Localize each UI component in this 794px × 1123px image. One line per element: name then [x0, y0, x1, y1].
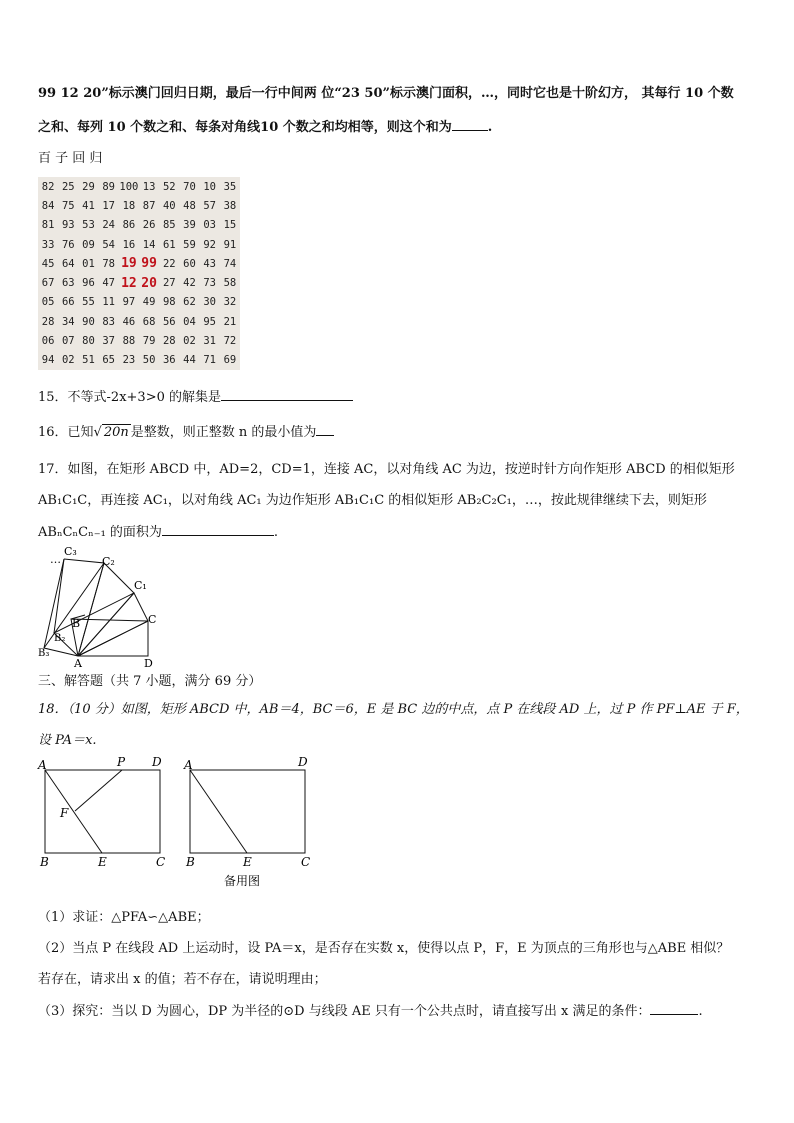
- magic-square-cell: 71: [203, 354, 217, 367]
- magic-square-cell: 96: [82, 277, 95, 290]
- magic-square-cell: 15: [223, 219, 237, 232]
- q18-fig1-label-b: B: [40, 855, 49, 869]
- magic-square-cell: 92: [203, 238, 217, 251]
- magic-square-cell: 68: [142, 315, 156, 328]
- magic-square-cell: 91: [223, 238, 237, 251]
- magic-square-cell: 81: [41, 219, 55, 232]
- magic-square-cell: 10: [203, 180, 217, 193]
- q16-post: 是整数，则正整数 n 的最小值为: [130, 425, 317, 440]
- magic-square-cell: 46: [122, 315, 136, 328]
- magic-square-cell: 70: [183, 180, 196, 193]
- q17-text-line1: 17．如图，在矩形 ABCD 中，AD=2，CD=1，连接 AC，以对角线 AC 为边，按逆时针方向作矩形 ABCD 的相似矩形: [38, 462, 735, 477]
- q18-text-line2: 设 PA＝x.: [38, 733, 97, 748]
- magic-square-cell: 82: [41, 180, 55, 193]
- magic-square-cell: 03: [203, 219, 217, 232]
- magic-square-cell: 06: [41, 335, 55, 348]
- q18-part3-answer-blank: [650, 1002, 698, 1015]
- magic-square-cell: 43: [203, 257, 217, 270]
- magic-square-cell: 44: [183, 354, 196, 367]
- magic-square-cell: 29: [82, 180, 95, 193]
- magic-square-cell: 100: [119, 180, 139, 193]
- magic-square-cell: 32: [223, 296, 237, 309]
- magic-square-cell: 95: [203, 315, 217, 328]
- q17-label-c1: C₁: [134, 579, 147, 592]
- magic-square-cell: 35: [223, 180, 237, 193]
- magic-square-cell: 84: [41, 199, 55, 212]
- magic-square-cell: 38: [223, 199, 237, 212]
- q18-fig1-label-d: D: [152, 755, 162, 769]
- magic-square-cell: 72: [223, 335, 237, 348]
- magic-square-cell: 55: [82, 296, 95, 309]
- magic-square-cell: 87: [142, 199, 156, 212]
- magic-square-cell: 94: [41, 354, 55, 367]
- q18-fig2-label-b: B: [186, 855, 195, 869]
- magic-square-cell: 41: [82, 199, 95, 212]
- magic-square-cell: 56: [162, 315, 176, 328]
- magic-square-cell: 79: [142, 335, 156, 348]
- magic-square-cell: 66: [61, 296, 75, 309]
- magic-square-grid: [38, 177, 240, 370]
- magic-square-cell: 25: [61, 180, 75, 193]
- magic-square-cell: 07: [61, 335, 75, 348]
- section3-heading: 三、解答题（共 7 小题，满分 69 分）: [38, 674, 262, 689]
- q18-figure-main: [36, 752, 176, 872]
- magic-square-cell: 26: [142, 219, 156, 232]
- magic-square-cell: 47: [102, 277, 116, 290]
- magic-square-cell: 89: [102, 180, 116, 193]
- q17-line3-main: ABₙCₙCₙ₋₁ 的面积为: [38, 525, 162, 540]
- magic-square-cell: 23: [122, 354, 136, 367]
- q18-part3: [38, 1000, 703, 1019]
- magic-square-cell: 13: [142, 180, 156, 193]
- q18-fig2-caption: 备用图: [224, 874, 261, 888]
- magic-square-cell: 54: [102, 238, 116, 251]
- magic-square-cell: 86: [122, 219, 136, 232]
- q18-text-line1: 18．（10 分）如图，矩形 ABCD 中，AB＝4，BC＝6，E 是 BC 边的中点，点 P 在线段 AD 上，过 P 作 PF⊥AE 于 F，: [38, 702, 749, 717]
- q16-text: [38, 421, 334, 440]
- magic-square-cell: 48: [183, 199, 196, 212]
- q18-part3-period: .: [698, 1004, 703, 1019]
- magic-square-cell: 30: [203, 296, 217, 309]
- magic-square-cell: 49: [142, 296, 156, 309]
- magic-square-cell: 63: [61, 277, 75, 290]
- q18-fig1-label-a: A: [38, 758, 47, 772]
- magic-square-cell: 34: [61, 315, 75, 328]
- magic-square-cell: 12: [121, 275, 137, 291]
- q18-part2-line1: （2）当点 P 在线段 AD 上运动时，设 PA＝x，是否存在实数 x，使得以点 P，F，E 为顶点的三角形也与△ABE 相似？: [38, 941, 730, 956]
- q17-period: .: [273, 525, 279, 540]
- magic-square-cell: 65: [102, 354, 116, 367]
- magic-square-cell: 17: [102, 199, 116, 212]
- q16-radicand: 20n: [103, 425, 129, 440]
- q18-figure-backup: [180, 752, 320, 892]
- magic-square-cell: 52: [162, 180, 176, 193]
- magic-square-cell: 37: [102, 335, 116, 348]
- q18-part3-main: （3）探究：当以 D 为圆心，DP 为半径的⊙D 与线段 AE 只有一个公共点时，请直接写出 x 满足的条件：: [38, 1004, 651, 1019]
- q17-label-c2: C₂: [102, 555, 115, 568]
- q14-figure-caption: 百 子 回 归: [38, 151, 103, 166]
- q18-fig1-label-c: C: [156, 855, 166, 869]
- q17-label-c: C: [148, 613, 157, 626]
- magic-square-cell: 67: [41, 277, 55, 290]
- magic-square-cell: 24: [102, 219, 116, 232]
- magic-square-cell: 42: [183, 277, 196, 290]
- q18-fig2-label-d: D: [298, 755, 308, 769]
- magic-square-cell: 93: [61, 219, 75, 232]
- magic-square-cell: 22: [162, 257, 176, 270]
- magic-square-cell: 21: [223, 315, 237, 328]
- q17-label-b: B: [72, 617, 81, 630]
- magic-square-cell: 28: [41, 315, 55, 328]
- magic-square-cell: 45: [41, 257, 55, 270]
- magic-square-cell: 51: [82, 354, 95, 367]
- magic-square-cell: 39: [183, 219, 196, 232]
- radical-icon: √: [93, 425, 102, 440]
- magic-square-cell: 57: [203, 199, 217, 212]
- q18-part1: （1）求证：△PFA∽△ABE；: [38, 910, 210, 925]
- magic-square-cell: 58: [223, 277, 237, 290]
- magic-square-cell: 73: [203, 277, 217, 290]
- q18-fig2-label-a: A: [184, 758, 193, 772]
- q17-label-b3: B₃: [38, 648, 50, 659]
- magic-square-cell: 98: [162, 296, 176, 309]
- magic-square-cell: 88: [122, 335, 136, 348]
- magic-square-cell: 69: [223, 354, 237, 367]
- q17-label-d: D: [144, 657, 153, 668]
- magic-square-cell: 18: [122, 199, 136, 212]
- q14-text-line2: [38, 116, 492, 135]
- magic-square-cell: 33: [41, 238, 55, 251]
- q17-answer-blank: [162, 523, 274, 536]
- magic-square-cell: 85: [162, 219, 176, 232]
- magic-square-cell: 76: [61, 238, 75, 251]
- magic-square-cell: 99: [141, 256, 157, 272]
- magic-square-cell: 64: [61, 257, 75, 270]
- magic-square-cell: 11: [102, 296, 116, 309]
- magic-square-cell: 31: [203, 335, 217, 348]
- magic-square-cell: 20: [141, 275, 157, 291]
- magic-square-cell: 90: [82, 315, 95, 328]
- magic-square-cell: 19: [121, 256, 137, 272]
- q14-period: .: [487, 120, 493, 135]
- magic-square-cell: 02: [183, 335, 196, 348]
- magic-square-cell: 53: [82, 219, 95, 232]
- q14-text-line1: 99 12 20”标示澳门回归日期，最后一行中间两 位“23 50”标示澳门面积，…，同时它也是十阶幻方， 其每行 10 个数: [38, 86, 734, 101]
- q18-fig2-label-c: C: [301, 855, 311, 869]
- q15-text: [38, 386, 353, 405]
- q17-label-a: A: [74, 657, 82, 668]
- magic-square-cell: 80: [82, 335, 95, 348]
- q16-pre: 16．已知: [38, 425, 94, 440]
- magic-square-cell: 04: [183, 315, 196, 328]
- q18-fig1-label-e: E: [98, 855, 107, 869]
- q17-text-line3: [38, 521, 278, 540]
- q18-fig1-label-p: P: [117, 755, 126, 769]
- magic-square-cell: 16: [122, 238, 136, 251]
- magic-square-cell: 74: [223, 257, 237, 270]
- q17-label-b2: B₂: [54, 633, 66, 644]
- q17-label-c3: C₃: [64, 545, 77, 558]
- q18-fig1-label-f: F: [60, 806, 69, 820]
- magic-square-cell: 02: [61, 354, 75, 367]
- magic-square-cell: 09: [82, 238, 95, 251]
- q18-fig2-label-e: E: [243, 855, 252, 869]
- magic-square-cell: 59: [183, 238, 196, 251]
- magic-square-cell: 05: [41, 296, 55, 309]
- q18-part2-line2: 若存在，请求出 x 的值；若不存在，请说明理由；: [38, 972, 327, 987]
- q15-answer-blank: [221, 388, 353, 401]
- magic-square-cell: 01: [82, 257, 95, 270]
- magic-square-cell: 78: [102, 257, 116, 270]
- magic-square-cell: 75: [61, 199, 75, 212]
- magic-square-cell: 61: [162, 238, 176, 251]
- q16-answer-blank: [316, 423, 334, 436]
- q17-label-dots: …: [50, 553, 61, 566]
- magic-square-cell: 60: [183, 257, 196, 270]
- magic-square-cell: 97: [122, 296, 136, 309]
- q14-answer-blank: [452, 118, 488, 131]
- magic-square-cell: 40: [162, 199, 176, 212]
- q17-text-line2: AB₁C₁C，再连接 AC₁，以对角线 AC₁ 为边作矩形 AB₁C₁C 的相似矩形 AB₂C₂C₁，…，按此规律继续下去，则矩形: [38, 493, 707, 508]
- magic-square-cell: 83: [102, 315, 116, 328]
- q14-text-line2-main: 之和、每列 10 个数之和、每条对角线10 个数之和均相等，则这个和为: [38, 120, 452, 135]
- magic-square-cell: 50: [142, 354, 156, 367]
- magic-square-cell: 62: [183, 296, 196, 309]
- magic-square-cell: 27: [162, 277, 176, 290]
- q15-question: 15．不等式-2x+3>0 的解集是: [38, 390, 221, 405]
- magic-square-cell: 14: [142, 238, 156, 251]
- q17-figure: [30, 543, 170, 668]
- magic-square-cell: 28: [162, 335, 176, 348]
- magic-square-cell: 36: [162, 354, 176, 367]
